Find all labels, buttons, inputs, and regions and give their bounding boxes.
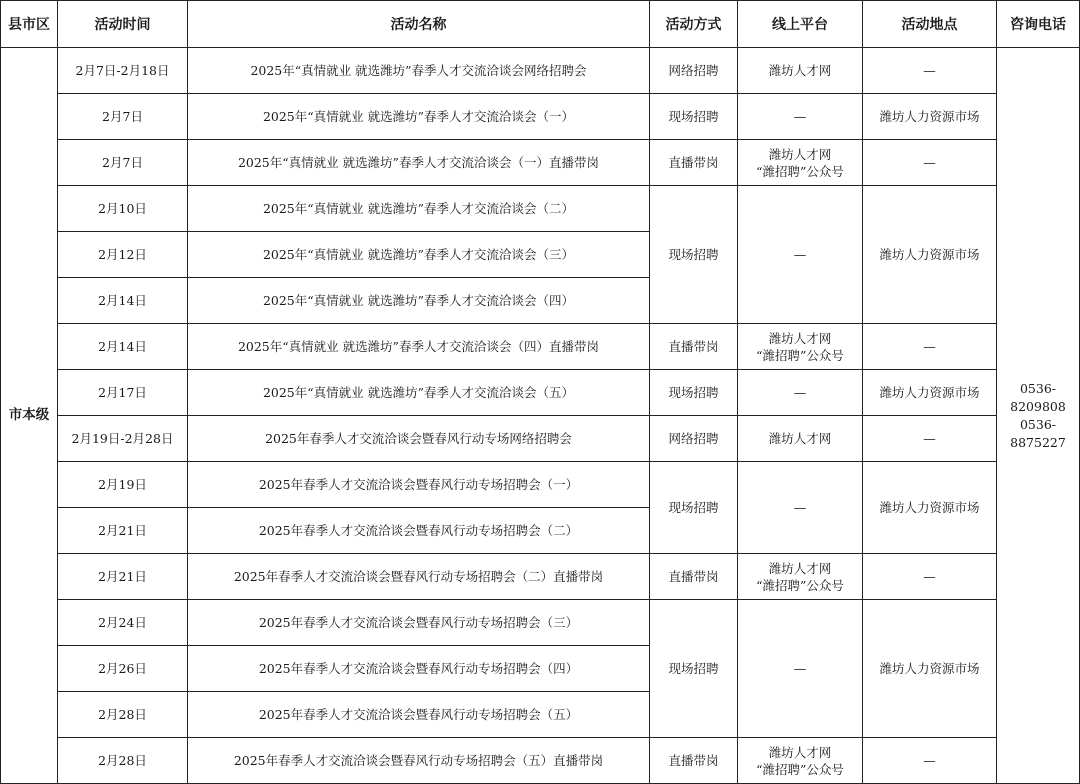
table-row bbox=[1, 554, 1080, 600]
phone-line: 0536- bbox=[1019, 380, 1057, 396]
table-row bbox=[1, 416, 1080, 462]
table-row bbox=[1, 738, 1080, 784]
time-cell: 2月19日 bbox=[58, 462, 188, 508]
platform-line: “潍招聘”公众号 bbox=[756, 163, 844, 179]
table-row bbox=[1, 48, 1080, 94]
method-cell: 现场招聘 bbox=[650, 94, 738, 140]
method-cell: 网络招聘 bbox=[650, 48, 738, 94]
name-cell: 2025年春季人才交流洽谈会暨春风行动专场招聘会（二） bbox=[188, 508, 650, 554]
time-cell: 2月7日-2月18日 bbox=[58, 48, 188, 94]
location-cell: 潍坊人力资源市场 bbox=[863, 186, 997, 324]
name-cell: 2025年“真情就业 就选潍坊”春季人才交流洽谈会（四）直播带岗 bbox=[188, 324, 650, 370]
location-cell: 潍坊人力资源市场 bbox=[863, 370, 997, 416]
header-location: 活动地点 bbox=[863, 1, 997, 48]
platform-line: “潍招聘”公众号 bbox=[756, 347, 844, 363]
header-time: 活动时间 bbox=[58, 1, 188, 48]
platform-cell: 潍坊人才网 bbox=[738, 48, 863, 94]
platform-line: 潍坊人才网 bbox=[768, 146, 832, 162]
platform-line: 潍坊人才网 bbox=[768, 560, 832, 576]
location-cell: — bbox=[863, 738, 997, 784]
time-cell: 2月28日 bbox=[58, 738, 188, 784]
time-cell: 2月7日 bbox=[58, 94, 188, 140]
time-cell: 2月17日 bbox=[58, 370, 188, 416]
name-cell: 2025年“真情就业 就选潍坊”春季人才交流洽谈会网络招聘会 bbox=[188, 48, 650, 94]
time-cell: 2月21日 bbox=[58, 554, 188, 600]
time-cell: 2月24日 bbox=[58, 600, 188, 646]
table-row bbox=[1, 140, 1080, 186]
method-cell: 现场招聘 bbox=[650, 370, 738, 416]
name-cell: 2025年春季人才交流洽谈会暨春风行动专场网络招聘会 bbox=[188, 416, 650, 462]
header-name: 活动名称 bbox=[188, 1, 650, 48]
method-cell: 现场招聘 bbox=[650, 186, 738, 324]
name-cell: 2025年春季人才交流洽谈会暨春风行动专场招聘会（二）直播带岗 bbox=[188, 554, 650, 600]
name-cell: 2025年“真情就业 就选潍坊”春季人才交流洽谈会（四） bbox=[188, 278, 650, 324]
name-cell: 2025年春季人才交流洽谈会暨春风行动专场招聘会（三） bbox=[188, 600, 650, 646]
name-cell: 2025年春季人才交流洽谈会暨春风行动专场招聘会（一） bbox=[188, 462, 650, 508]
platform-cell bbox=[738, 554, 863, 600]
location-cell: — bbox=[863, 140, 997, 186]
header-phone: 咨询电话 bbox=[997, 1, 1080, 48]
name-cell: 2025年春季人才交流洽谈会暨春风行动专场招聘会（四） bbox=[188, 646, 650, 692]
table-row bbox=[1, 94, 1080, 140]
name-cell: 2025年“真情就业 就选潍坊”春季人才交流洽谈会（一）直播带岗 bbox=[188, 140, 650, 186]
platform-line: “潍招聘”公众号 bbox=[756, 761, 844, 777]
header-row bbox=[1, 1, 1080, 48]
table-row bbox=[1, 186, 1080, 232]
header-platform: 线上平台 bbox=[738, 1, 863, 48]
name-cell: 2025年“真情就业 就选潍坊”春季人才交流洽谈会（二） bbox=[188, 186, 650, 232]
platform-line: “潍招聘”公众号 bbox=[756, 577, 844, 593]
platform-cell bbox=[738, 324, 863, 370]
name-cell: 2025年“真情就业 就选潍坊”春季人才交流洽谈会（五） bbox=[188, 370, 650, 416]
phone-line: 8209808 bbox=[1010, 398, 1066, 414]
time-cell: 2月28日 bbox=[58, 692, 188, 738]
method-cell: 直播带岗 bbox=[650, 140, 738, 186]
header-method: 活动方式 bbox=[650, 1, 738, 48]
platform-cell bbox=[738, 738, 863, 784]
platform-cell: — bbox=[738, 600, 863, 738]
platform-cell: — bbox=[738, 94, 863, 140]
platform-cell: 潍坊人才网 bbox=[738, 416, 863, 462]
method-cell: 直播带岗 bbox=[650, 554, 738, 600]
method-cell: 现场招聘 bbox=[650, 600, 738, 738]
time-cell: 2月14日 bbox=[58, 324, 188, 370]
platform-line: 潍坊人才网 bbox=[768, 744, 832, 760]
name-cell: 2025年“真情就业 就选潍坊”春季人才交流洽谈会（一） bbox=[188, 94, 650, 140]
table-row bbox=[1, 462, 1080, 508]
phone-line: 0536- bbox=[1019, 416, 1057, 432]
platform-cell: — bbox=[738, 370, 863, 416]
time-cell: 2月14日 bbox=[58, 278, 188, 324]
method-cell: 现场招聘 bbox=[650, 462, 738, 554]
phone-line: 8875227 bbox=[1010, 434, 1066, 450]
method-cell: 直播带岗 bbox=[650, 738, 738, 784]
location-cell: 潍坊人力资源市场 bbox=[863, 462, 997, 554]
location-cell: — bbox=[863, 324, 997, 370]
time-cell: 2月10日 bbox=[58, 186, 188, 232]
county-cell: 市本级 bbox=[1, 48, 58, 784]
platform-cell bbox=[738, 140, 863, 186]
method-cell: 网络招聘 bbox=[650, 416, 738, 462]
time-cell: 2月7日 bbox=[58, 140, 188, 186]
time-cell: 2月21日 bbox=[58, 508, 188, 554]
time-cell: 2月26日 bbox=[58, 646, 188, 692]
platform-cell: — bbox=[738, 186, 863, 324]
name-cell: 2025年春季人才交流洽谈会暨春风行动专场招聘会（五） bbox=[188, 692, 650, 738]
table-row bbox=[1, 370, 1080, 416]
table-row bbox=[1, 600, 1080, 646]
header-county: 县市区 bbox=[1, 1, 58, 48]
name-cell: 2025年春季人才交流洽谈会暨春风行动专场招聘会（五）直播带岗 bbox=[188, 738, 650, 784]
phone-cell bbox=[997, 48, 1080, 784]
platform-line: 潍坊人才网 bbox=[768, 330, 832, 346]
table-row bbox=[1, 324, 1080, 370]
location-cell: — bbox=[863, 416, 997, 462]
platform-cell: — bbox=[738, 462, 863, 554]
method-cell: 直播带岗 bbox=[650, 324, 738, 370]
time-cell: 2月19日-2月28日 bbox=[58, 416, 188, 462]
time-cell: 2月12日 bbox=[58, 232, 188, 278]
location-cell: — bbox=[863, 554, 997, 600]
name-cell: 2025年“真情就业 就选潍坊”春季人才交流洽谈会（三） bbox=[188, 232, 650, 278]
location-cell: 潍坊人力资源市场 bbox=[863, 94, 997, 140]
location-cell: — bbox=[863, 48, 997, 94]
location-cell: 潍坊人力资源市场 bbox=[863, 600, 997, 738]
